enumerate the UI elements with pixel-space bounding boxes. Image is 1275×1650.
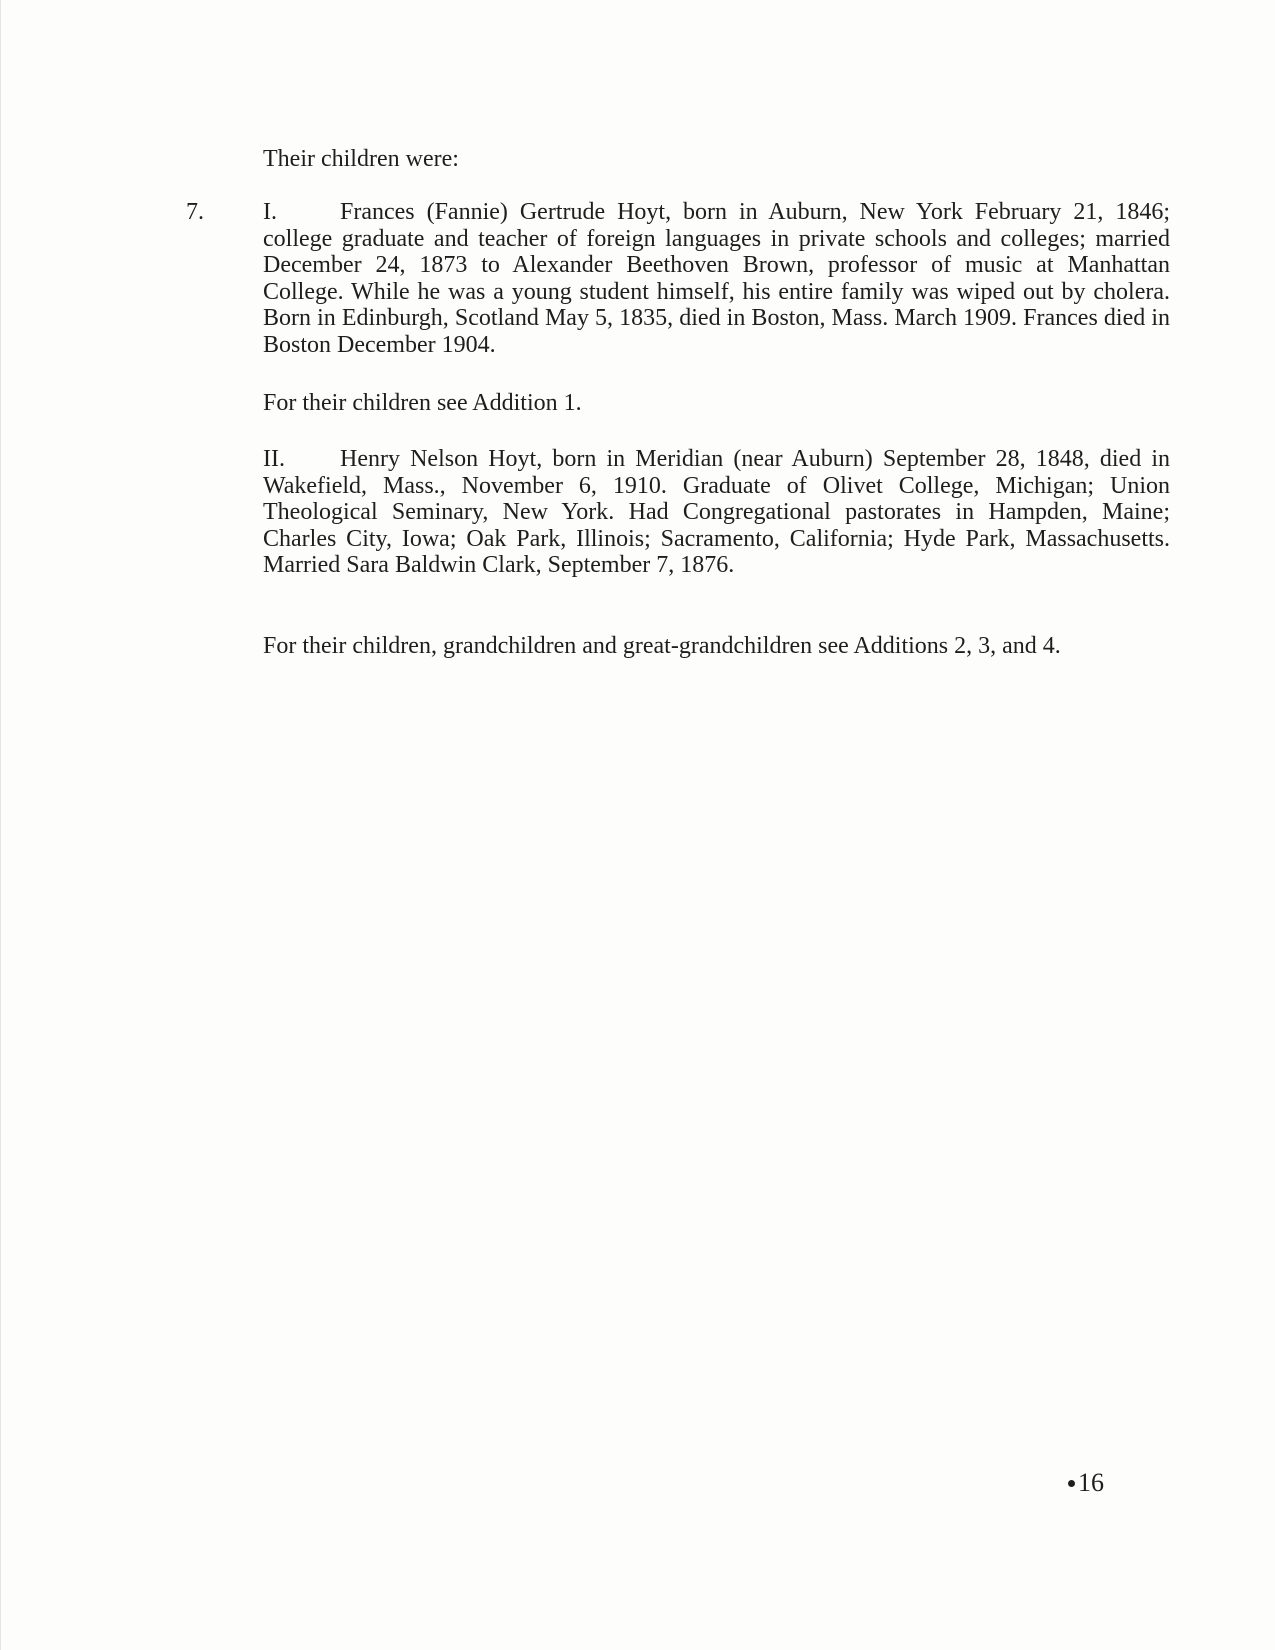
child-entry-2-numeral: II. xyxy=(263,446,285,472)
child-entry-2 xyxy=(263,446,1170,579)
intro-line: Their children were: xyxy=(263,146,459,172)
child-entry-1-numeral: I. xyxy=(263,199,277,225)
bullet-icon xyxy=(1068,1480,1075,1487)
child-entry-1 xyxy=(263,199,1170,359)
page-number-value: 16 xyxy=(1078,1468,1104,1497)
child-entry-1-note: For their children see Addition 1. xyxy=(263,390,582,416)
child-entry-1-text: Frances (Fannie) Gertrude Hoyt, born in Auburn, New York February 21, 1846; college graduate and teacher of foreign languages in private schools and colleges; married December 24, 1873 to Alexander Beethoven Brown, professor of music at Manhattan College. While he was a young student himself, his entire family was wiped out by cholera. Born in Edinburgh, Scotland May 5, 1835, died in Boston, Mass. March 1909. Frances died in Boston December 1904. xyxy=(263,199,1170,358)
child-entry-2-text: Henry Nelson Hoyt, born in Meridian (near Auburn) September 28, 1848, died in Wakefield, Mass., November 6, 1910. Graduate of Olivet College, Michigan; Union Theological Seminary, New York. Had Congregational pastorates in Hampden, Maine; Charles City, Iowa; Oak Park, Illinois; Sacramento, California; Hyde Park, Massachusetts. Married Sara Baldwin Clark, September 7, 1876. xyxy=(263,446,1170,579)
page-edge xyxy=(0,0,1,1650)
page-number xyxy=(1068,1468,1104,1498)
child-entry-2-note: For their children, grandchildren and great-grandchildren see Additions 2, 3, and 4. xyxy=(263,633,1061,659)
entry-number: 7. xyxy=(186,199,204,225)
